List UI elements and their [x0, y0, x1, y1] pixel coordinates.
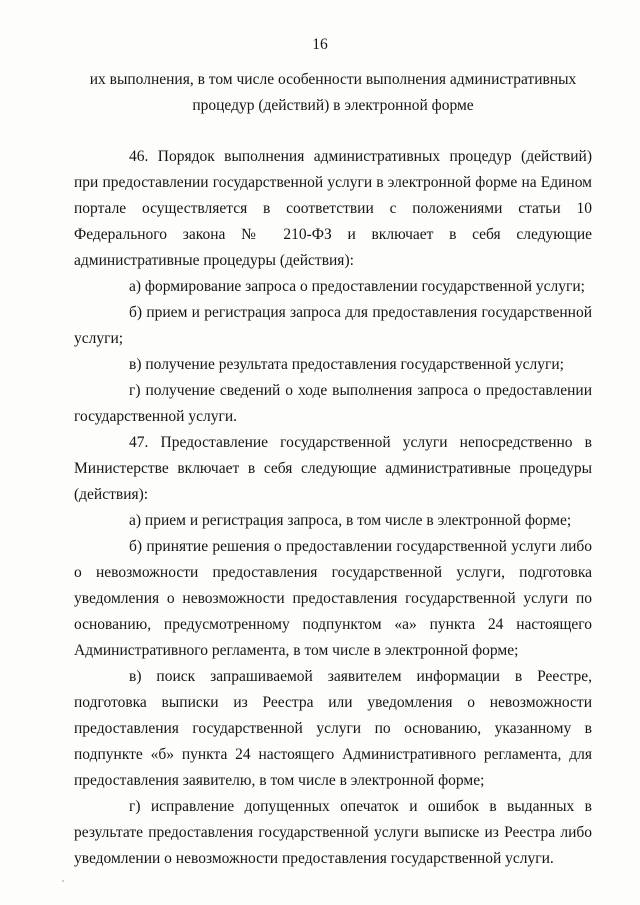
section-heading-line-2: процедур (действий) в электронной форме	[192, 97, 474, 114]
paragraph-47-item-g: г) исправление допущенных опечаток и ошибок в выданных в результате предоставления государственной услуги выписке из Реестра либо уведомлении о невозможности предоставления государственной услуги.	[74, 798, 592, 867]
paragraph-46-item-a: а) формирование запроса о предоставлении государственной услуги;	[129, 278, 585, 295]
paragraph-47-item-v: в) поиск запрашиваемой заявителем информации в Реестре, подготовка выписки из Реестра или уведомления о невозможности предоставления государственной услуги по основанию, указанному в подпункте «б» пункта 24 настоящего Административного регламента, для предоставления заявителю, в том числе в электронной форме;	[74, 668, 592, 789]
section-heading-line-1: их выполнения, в том числе особенности выполнения административных	[89, 71, 577, 88]
paragraph-47-item-a: а) прием и регистрация запроса, в том числе в электронной форме;	[129, 512, 572, 529]
section-heading	[74, 67, 592, 119]
scan-speck	[62, 880, 64, 882]
body-text	[74, 144, 592, 872]
page-number: 16	[312, 36, 328, 53]
paragraph-46: 46. Порядок выполнения административных процедур (действий) при предоставлении государственной услуги в электронной форме на Едином портале осуществляется в соответствии с положениями статьи 10 Федерального закона № 210-ФЗ и включает в себя следующие административные процедуры (действия):	[74, 148, 592, 269]
paragraph-46-item-v: в) получение результата предоставления государственной услуги;	[129, 356, 564, 373]
paragraph-47: 47. Предоставление государственной услуги непосредственно в Министерстве включает в себя следующие административные процедуры (действия):	[74, 434, 592, 503]
paragraph-46-item-g: г) получение сведений о ходе выполнения запроса о предоставлении государственной услуги.	[74, 382, 592, 425]
paragraph-47-item-b: б) принятие решения о предоставлении государственной услуги либо о невозможности предоставления государственной услуги, подготовка уведомления о невозможности предоставления государственной услуги по основанию, предусмотренному подпунктом «а» пункта 24 настоящего Административного регламента, в том числе в электронной форме;	[74, 538, 592, 659]
paragraph-46-item-b: б) прием и регистрация запроса для предоставления государственной услуги;	[74, 304, 592, 347]
